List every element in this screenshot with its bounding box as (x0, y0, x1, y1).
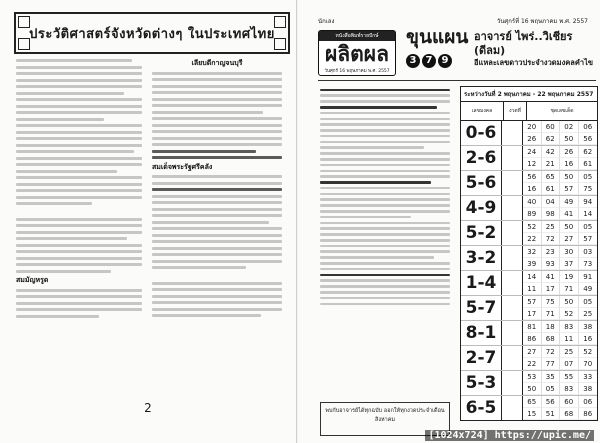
row-marker (502, 196, 523, 220)
row-number-grid (523, 296, 597, 320)
table-row (461, 121, 597, 146)
row-key-number: 8-1 (461, 321, 502, 345)
number-cell: 17 (523, 308, 542, 320)
number-cell: 14 (579, 208, 598, 220)
table-caption: ระหว่างวันที่ 2 พฤษภาคม - 22 พฤษภาคม 2557 (461, 87, 597, 102)
page-number: 2 (144, 401, 152, 415)
number-cell: 57 (523, 296, 542, 308)
row-marker (502, 296, 523, 320)
number-cell: 50 (560, 133, 579, 145)
number-cell: 26 (560, 146, 579, 158)
badge-digit: 9 (438, 54, 452, 68)
row-marker (502, 371, 523, 395)
row-marker (502, 171, 523, 195)
row-number-grid (523, 221, 597, 245)
row-number-grid (523, 246, 597, 270)
divider (318, 80, 596, 81)
number-cell: 56 (579, 133, 598, 145)
headline-sub: อีแหละเลขดาวประจำงวดมงคลคำไข (474, 58, 594, 67)
row-number-grid (523, 321, 597, 345)
number-cell: 22 (523, 233, 542, 245)
number-cell: 57 (579, 233, 598, 245)
number-cell: 52 (579, 346, 598, 358)
newspaper-logo (318, 30, 396, 76)
row-number-grid (523, 346, 597, 370)
row-marker (502, 246, 523, 270)
number-cell: 68 (560, 408, 579, 420)
number-cell: 06 (579, 396, 598, 408)
number-cell: 25 (560, 346, 579, 358)
badge-digit: 7 (422, 54, 436, 68)
row-number-grid (523, 371, 597, 395)
table-row (461, 221, 597, 246)
number-cell: 12 (523, 158, 542, 170)
row-number-grid (523, 396, 597, 420)
row-number-grid (523, 146, 597, 170)
number-cell: 56 (523, 171, 542, 183)
number-cell: 06 (579, 121, 598, 133)
number-cell: 65 (523, 396, 542, 408)
number-cell: 22 (523, 358, 542, 370)
number-cell: 61 (579, 158, 598, 170)
row-marker (502, 321, 523, 345)
number-cell: 60 (542, 121, 561, 133)
number-cell: 41 (560, 208, 579, 220)
row-number-grid (523, 121, 597, 145)
bold-subhead: สมเด็จพระรัฐศรีคลัง (152, 162, 213, 171)
number-cell: 72 (542, 346, 561, 358)
number-cell: 50 (523, 383, 542, 395)
number-cell: 52 (523, 221, 542, 233)
number-cell: 65 (542, 171, 561, 183)
number-cell: 73 (579, 258, 598, 270)
right-page (298, 0, 600, 443)
headline (474, 30, 598, 68)
table-row (461, 271, 597, 296)
number-cell: 33 (579, 371, 598, 383)
left-column-text (16, 56, 142, 321)
number-cell: 77 (542, 358, 561, 370)
row-key-number: 5-7 (461, 296, 502, 320)
number-cell: 11 (523, 283, 542, 295)
number-cell: 32 (523, 246, 542, 258)
number-cell: 05 (542, 383, 561, 395)
number-cell: 05 (579, 171, 598, 183)
row-marker (502, 346, 523, 370)
number-cell: 02 (560, 121, 579, 133)
number-cell: 05 (579, 221, 598, 233)
number-cell: 51 (542, 408, 561, 420)
number-cell: 04 (542, 196, 561, 208)
logo-brand: ผลิตผล (325, 41, 389, 66)
logo-date: วันศุกร์ 16 พฤษภาคม พ.ศ. 2557 (324, 69, 390, 74)
number-cell: 17 (542, 283, 561, 295)
watermark: [1024x724] https://upic.me/ (425, 430, 594, 441)
number-cell: 05 (579, 296, 598, 308)
table-row (461, 296, 597, 321)
number-cell: 39 (523, 258, 542, 270)
number-cell: 16 (523, 183, 542, 195)
number-cell: 70 (579, 358, 598, 370)
row-key-number: 6-5 (461, 396, 502, 420)
number-cell: 75 (579, 183, 598, 195)
number-cell: 16 (560, 158, 579, 170)
footer-box: พบกับอาจารย์ได้ทุกฉบับ ออกให้ทุกงวดประจำเดือนสิงหาคม (320, 402, 450, 436)
table-row (461, 396, 597, 420)
left-column-subhead: สมมัญหรูด (16, 276, 49, 284)
number-cell: 21 (542, 158, 561, 170)
number-cell: 71 (560, 283, 579, 295)
right-column-text (152, 56, 282, 321)
table-row (461, 171, 597, 196)
row-marker (502, 121, 523, 145)
number-cell: 68 (542, 333, 561, 345)
number-cell: 56 (542, 396, 561, 408)
row-number-grid (523, 271, 597, 295)
number-cell: 55 (560, 371, 579, 383)
number-cell: 61 (542, 183, 561, 195)
number-cell: 91 (579, 271, 598, 283)
left-page-title: ประวัติศาสตร์จังหวัดต่างๆ ในประเทศไทย (29, 26, 275, 42)
number-cell: 62 (579, 146, 598, 158)
number-cell: 25 (542, 221, 561, 233)
number-cell: 93 (542, 258, 561, 270)
badge-title: ขุนแผน (406, 26, 469, 48)
number-cell: 53 (523, 371, 542, 383)
row-key-number: 5-2 (461, 221, 502, 245)
row-key-number: 5-6 (461, 171, 502, 195)
header-cell: งวดที่ (504, 102, 527, 120)
number-cell: 50 (560, 171, 579, 183)
number-cell: 27 (560, 233, 579, 245)
number-cell: 81 (523, 321, 542, 333)
number-cell: 60 (560, 396, 579, 408)
table-row (461, 146, 597, 171)
number-cell: 35 (542, 371, 561, 383)
number-cell: 94 (579, 196, 598, 208)
number-cell: 15 (523, 408, 542, 420)
table-row (461, 321, 597, 346)
row-marker (502, 271, 523, 295)
row-key-number: 5-3 (461, 371, 502, 395)
logo-top: หนังสือพิมพ์รายปักษ์ (319, 31, 395, 41)
badge-digits (406, 54, 462, 68)
number-cell: 19 (560, 271, 579, 283)
table-rows (461, 121, 597, 420)
number-cell: 57 (560, 183, 579, 195)
number-cell: 72 (542, 233, 561, 245)
number-cell: 83 (560, 383, 579, 395)
number-cell: 86 (579, 408, 598, 420)
number-cell: 50 (560, 296, 579, 308)
right-column-subhead: เลียบดีกาญจนบุรี (191, 59, 243, 67)
number-cell: 11 (560, 333, 579, 345)
left-page-title-frame (14, 12, 290, 54)
number-cell: 16 (579, 333, 598, 345)
number-cell: 49 (579, 283, 598, 295)
number-cell: 03 (579, 246, 598, 258)
row-key-number: 1-4 (461, 271, 502, 295)
row-key-number: 4-9 (461, 196, 502, 220)
number-cell: 62 (542, 133, 561, 145)
row-key-number: 2-6 (461, 146, 502, 170)
number-cell: 37 (560, 258, 579, 270)
number-cell: 83 (560, 321, 579, 333)
row-number-grid (523, 171, 597, 195)
table-row (461, 371, 597, 396)
section-label: นักเลง (318, 18, 335, 25)
number-cell: 23 (542, 246, 561, 258)
row-marker (502, 396, 523, 420)
headline-main: อาจารย์ ไพร่..วิเชียร (ดีลม) (474, 30, 573, 57)
lucky-number-table (460, 86, 598, 421)
number-cell: 49 (560, 196, 579, 208)
row-key-number: 3-2 (461, 246, 502, 270)
table-row (461, 196, 597, 221)
number-cell: 24 (523, 146, 542, 158)
number-cell: 20 (523, 121, 542, 133)
table-header (461, 102, 597, 121)
row-key-number: 2-7 (461, 346, 502, 370)
number-cell: 86 (523, 333, 542, 345)
number-cell: 89 (523, 208, 542, 220)
number-cell: 52 (560, 308, 579, 320)
row-key-number: 0-6 (461, 121, 502, 145)
row-marker (502, 146, 523, 170)
number-cell: 41 (542, 271, 561, 283)
header-cell: ชุดเลขเด็ด (550, 108, 574, 114)
number-cell: 18 (542, 321, 561, 333)
day-label: วันศุกร์ที่ 16 พฤษภาคม พ.ศ. 2557 (496, 18, 588, 25)
number-cell: 40 (523, 196, 542, 208)
badge-digit: 3 (406, 54, 420, 68)
header-cell: เลขมงคล (461, 102, 504, 120)
lucky-badge (406, 22, 469, 78)
number-cell: 25 (579, 308, 598, 320)
number-cell: 71 (542, 308, 561, 320)
number-cell: 38 (579, 383, 598, 395)
table-row (461, 246, 597, 271)
article-text (320, 86, 450, 308)
number-cell: 42 (542, 146, 561, 158)
left-page (0, 0, 297, 443)
number-cell: 07 (560, 358, 579, 370)
number-cell: 38 (579, 321, 598, 333)
row-marker (502, 221, 523, 245)
number-cell: 75 (542, 296, 561, 308)
number-cell: 98 (542, 208, 561, 220)
number-cell: 14 (523, 271, 542, 283)
number-cell: 27 (523, 346, 542, 358)
number-cell: 50 (560, 221, 579, 233)
table-row (461, 346, 597, 371)
row-number-grid (523, 196, 597, 220)
number-cell: 26 (523, 133, 542, 145)
number-cell: 30 (560, 246, 579, 258)
